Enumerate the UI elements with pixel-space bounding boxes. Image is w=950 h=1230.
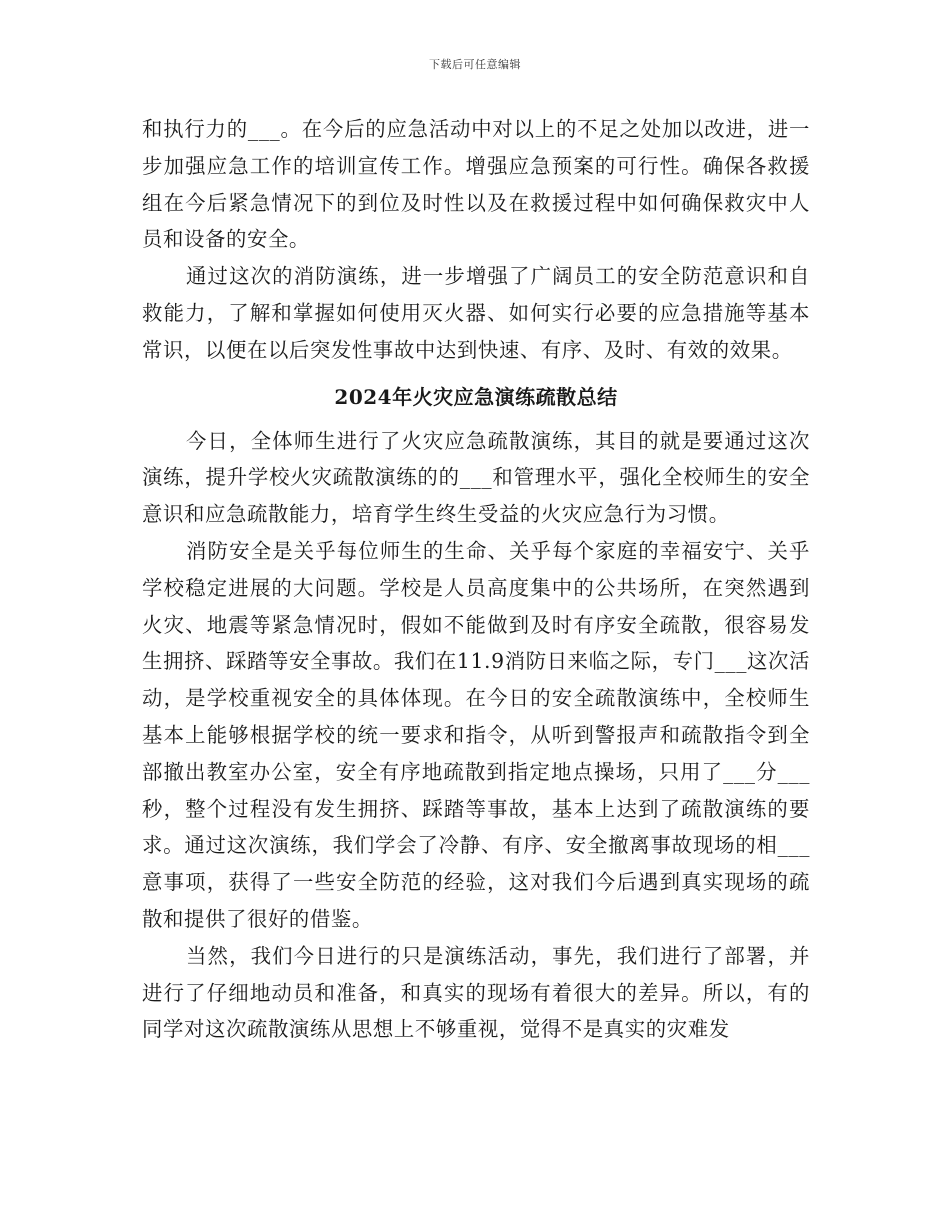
paragraph-drill-purpose: 今日，全体师生进行了火灾应急疏散演练，其目的就是要通过这次演练，提升学校火灾疏散演练的的___和管理水平，强化全校师生的安全意识和应急疏散能力，培育学生终生受益的火灾应急行为习惯。 (142, 428, 810, 527)
paragraph-fire-safety: 消防安全是关乎每位师生的生命、关乎每个家庭的幸福安宁、关乎学校稳定进展的大问题。学校是人员高度集中的公共场所，在突然遇到火灾、地震等紧急情况时，假如不能做到及时有序安全疏散，很容易发生拥挤、踩踏等安全事故。我们在11.9消防日来临之际，专门___这次活动，是学校重视安全的具体体现。在今日的安全疏散演练中，全校师生基本上能够根据学校的统一要求和指令，从听到警报声和疏散指令到全部撤出教室办公室，安全有序地疏散到指定地点操场，只用了___分___秒，整个过程没有发生拥挤、踩踏等事故，基本上达到了疏散演练的要求。通过这次演练，我们学会了冷静、有序、安全撤离事故现场的相___意事项，获得了一些安全防范的经验，这对我们今后遇到真实现场的疏散和提供了很好的借鉴。 (142, 538, 810, 931)
document-body (142, 111, 810, 1048)
paragraph-drill-benefits: 通过这次的消防演练，进一步增强了广阔员工的安全防范意识和自救能力，了解和掌握如何使用灭火器、如何实行必要的应急措施等基本常识，以便在以后突发性事故中达到快速、有序、及时、有效的效果。 (142, 264, 810, 362)
paragraph-continuation: 和执行力的___。在今后的应急活动中对以上的不足之处加以改进，进一步加强应急工作的培训宣传工作。增强应急预案的可行性。确保各救援组在今后紧急情况下的到位及时性以及在救援过程中如何确保救灾中人员和设备的安全。 (142, 117, 810, 252)
page-header: 下载后可任意编辑 (429, 58, 521, 71)
paragraph-reflection: 当然，我们今日进行的只是演练活动，事先，我们进行了部署，并进行了仔细地动员和准备，和真实的现场有着很大的差异。所以，有的同学对这次疏散演练从思想上不够重视，觉得不是真实的灾难发 (142, 943, 810, 1042)
section-title: 2024年火灾应急演练疏散总结 (334, 384, 618, 409)
